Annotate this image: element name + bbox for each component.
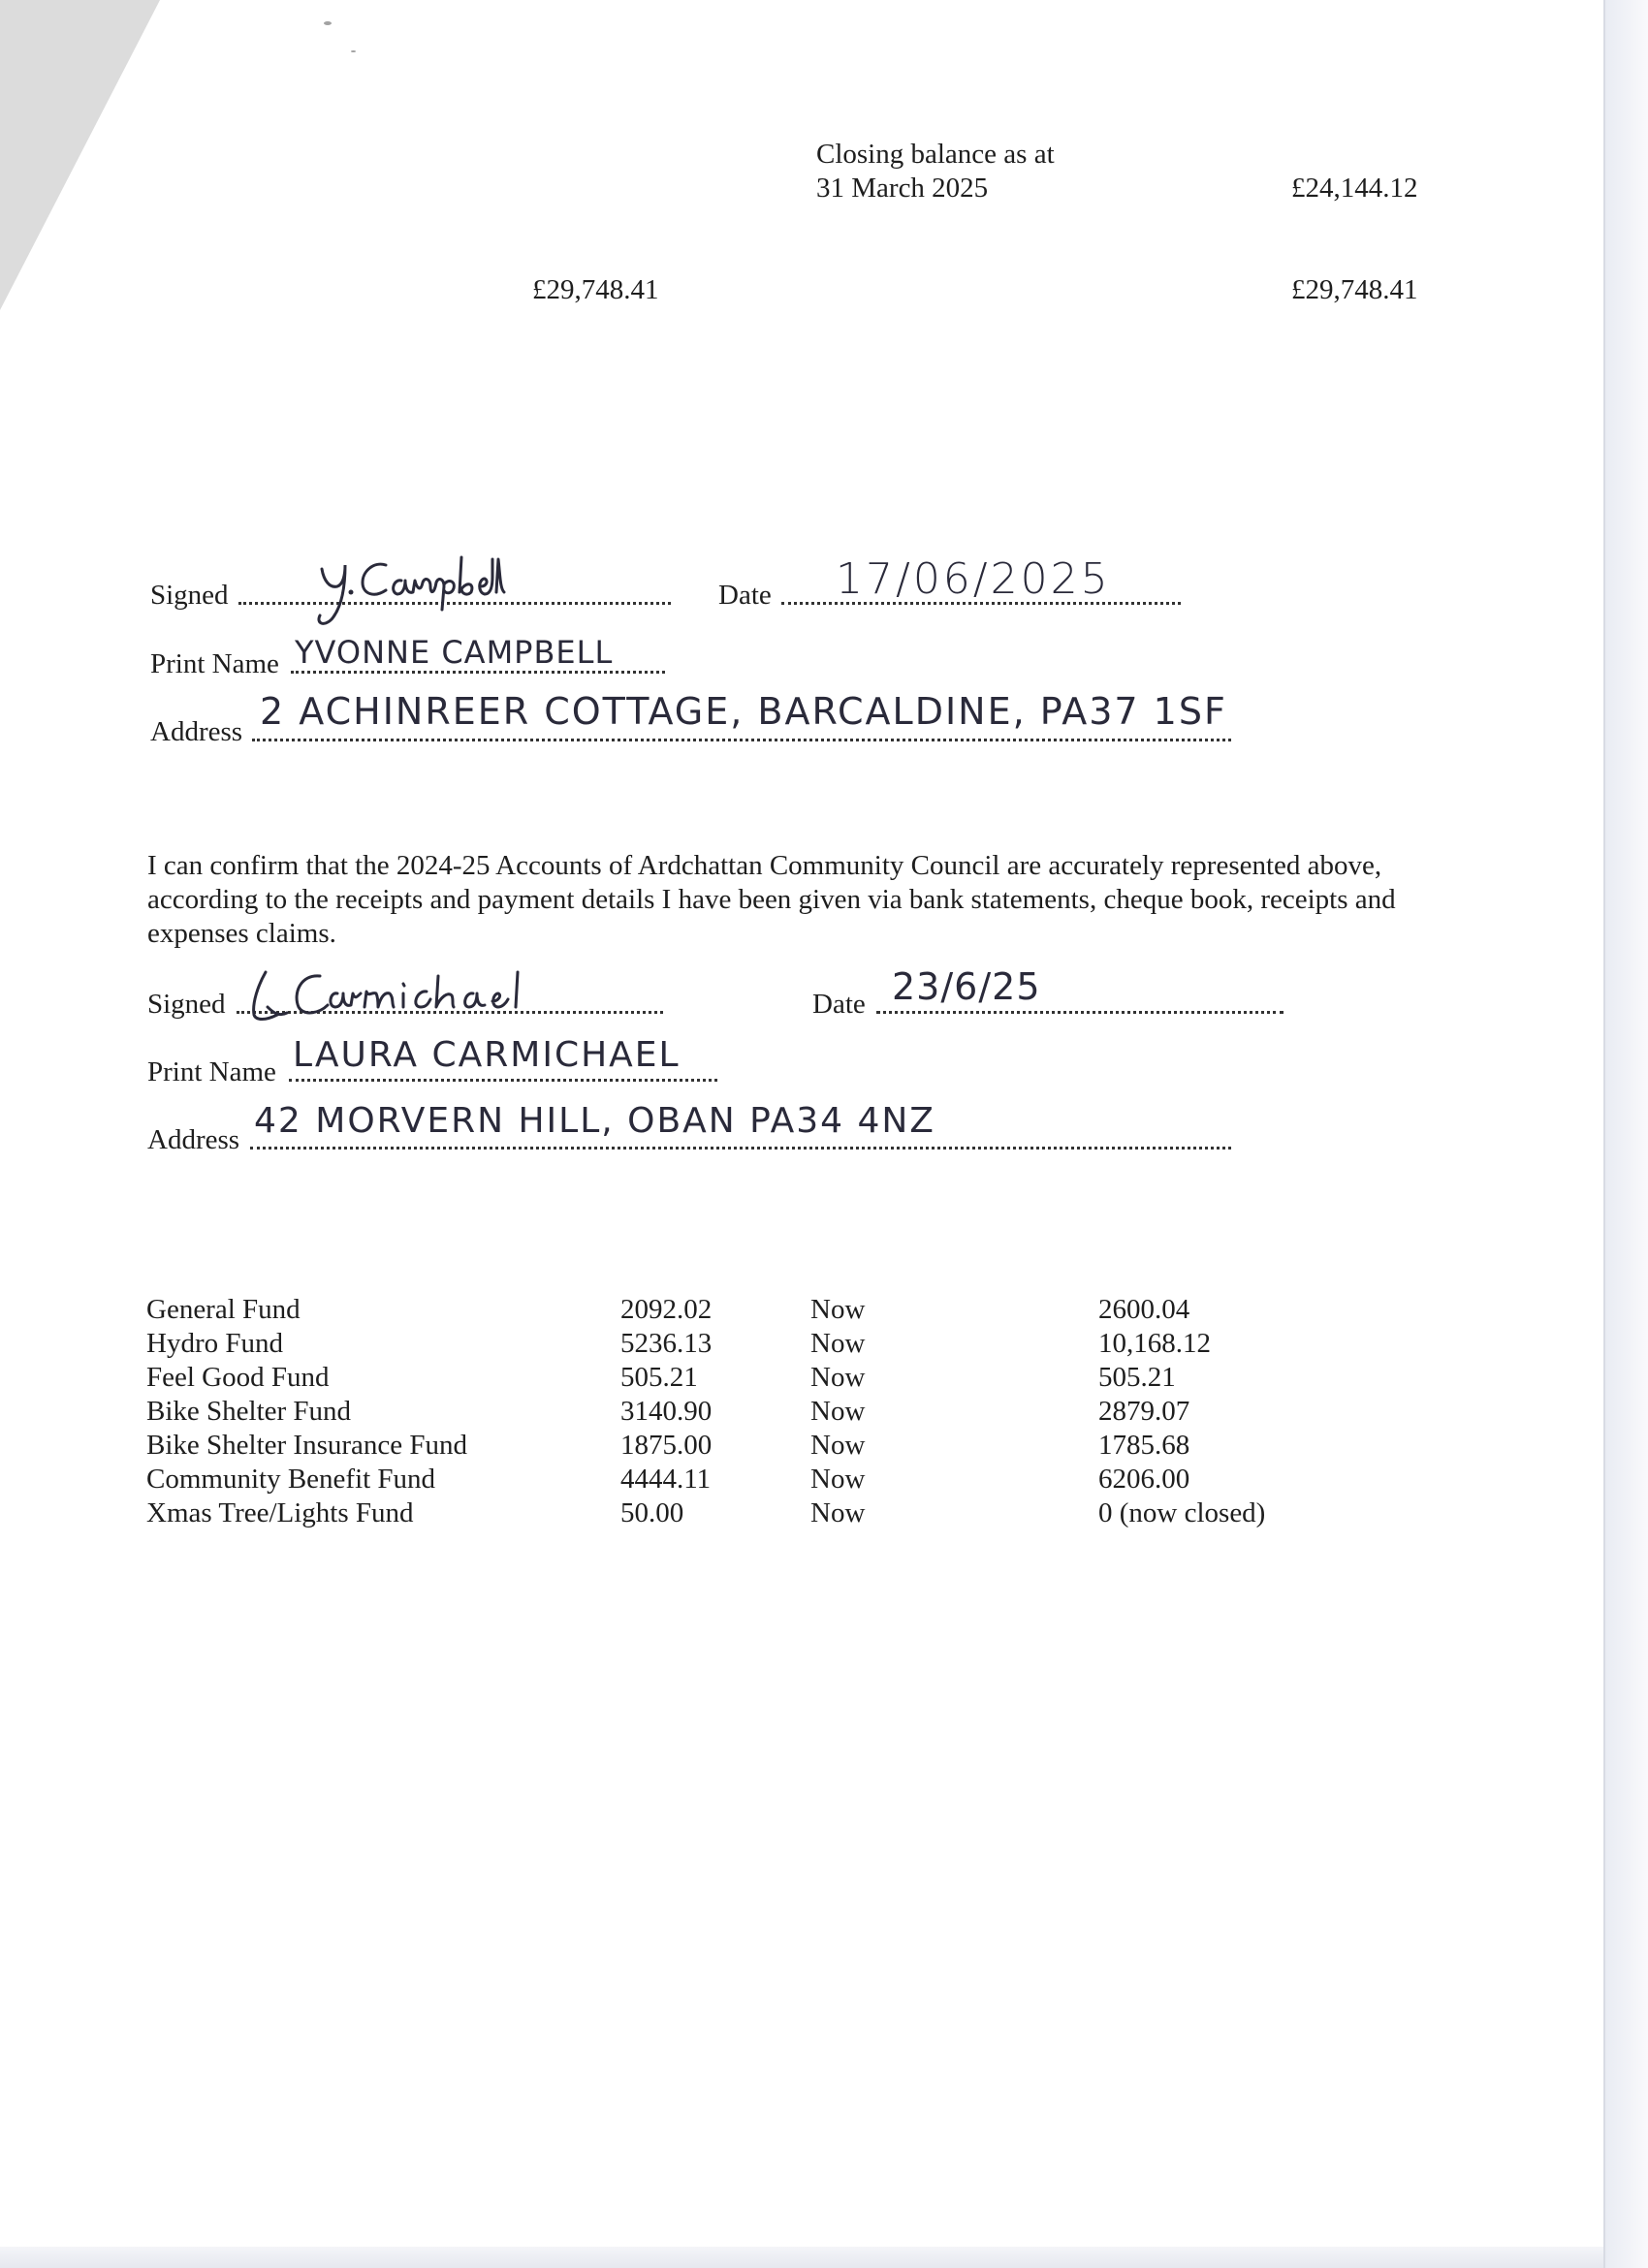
address-line — [252, 739, 1231, 741]
scan-page-bottom — [0, 2247, 1603, 2268]
table-row — [146, 1463, 1389, 1496]
print-name-label: Print Name — [150, 648, 279, 679]
fund-current-balance: 505.21 — [1098, 1362, 1176, 1393]
signature-text: L Carmichael — [244, 964, 250, 965]
address-value: 2 ACHINREER COTTAGE, BARCALDINE, PA37 1SF — [260, 690, 1227, 733]
signed-label: Signed — [147, 989, 226, 1020]
fund-name: Feel Good Fund — [146, 1362, 330, 1393]
fund-name: Community Benefit Fund — [146, 1464, 436, 1495]
signed-label: Signed — [150, 580, 229, 611]
fund-previous-balance: 5236.13 — [620, 1328, 713, 1359]
table-row — [146, 1496, 1389, 1530]
print-name-line — [289, 1079, 717, 1082]
fund-previous-balance: 2092.02 — [620, 1294, 713, 1325]
fund-current-balance: 6206.00 — [1098, 1464, 1190, 1495]
table-row — [146, 1327, 1389, 1361]
date-label: Date — [718, 580, 772, 611]
fund-current-balance: 0 (now closed) — [1098, 1497, 1266, 1528]
print-name-label: Print Name — [147, 1056, 276, 1087]
fund-name: Hydro Fund — [146, 1328, 283, 1359]
scan-speck — [351, 50, 356, 52]
fund-now-label: Now — [810, 1464, 866, 1495]
address-label: Address — [150, 716, 243, 747]
folded-corner — [0, 0, 160, 310]
fund-now-label: Now — [810, 1362, 866, 1393]
fund-previous-balance: 4444.11 — [620, 1464, 712, 1495]
total-left-value: £29,748.41 — [532, 274, 659, 305]
fund-name: General Fund — [146, 1294, 301, 1325]
address-label: Address — [147, 1124, 240, 1155]
date-line — [876, 1011, 1284, 1014]
fund-previous-balance: 505.21 — [620, 1362, 698, 1393]
fund-name: Bike Shelter Insurance Fund — [146, 1430, 468, 1461]
fund-current-balance: 10,168.12 — [1098, 1328, 1211, 1359]
fund-current-balance: 1785.68 — [1098, 1430, 1190, 1461]
fund-name: Xmas Tree/Lights Fund — [146, 1497, 414, 1528]
fund-now-label: Now — [810, 1497, 866, 1528]
address-value: 42 MORVERN HILL, OBAN PA34 4NZ — [254, 1101, 935, 1141]
confirmation-paragraph: I can confirm that the 2024-25 Accounts of Ardchattan Community Council are accurately represented above, according to the receipts and payment details I have been given via bank statements, cheque book, receipts and expenses claims. — [147, 850, 1396, 949]
fund-current-balance: 2879.07 — [1098, 1396, 1190, 1427]
fund-name: Bike Shelter Fund — [146, 1396, 352, 1427]
table-row — [146, 1429, 1389, 1463]
total-right-value: £29,748.41 — [1291, 274, 1418, 305]
address-line — [250, 1147, 1231, 1150]
fund-now-label: Now — [810, 1328, 866, 1359]
print-name-line — [291, 671, 665, 674]
date-value: 17/06/2025 — [836, 554, 1111, 604]
closing-balance-label-line1: Closing balance as at — [816, 139, 1055, 170]
closing-balance-label-line2: 31 March 2025 — [816, 173, 989, 204]
signature-l-carmichael — [244, 964, 545, 1032]
signature-y-campbell — [281, 538, 504, 630]
date-label: Date — [812, 989, 866, 1020]
date-value: 23/6/25 — [892, 965, 1041, 1008]
print-name-value: LAURA CARMICHAEL — [293, 1035, 681, 1075]
fund-previous-balance: 1875.00 — [620, 1430, 713, 1461]
table-row — [146, 1361, 1389, 1395]
print-name-value: YVONNE CAMPBELL — [295, 634, 614, 671]
fund-current-balance: 2600.04 — [1098, 1294, 1190, 1325]
fund-previous-balance: 3140.90 — [620, 1396, 713, 1427]
table-row — [146, 1293, 1389, 1327]
fund-now-label: Now — [810, 1396, 866, 1427]
table-row — [146, 1395, 1389, 1429]
signature-text: Y. Campbell — [281, 538, 286, 539]
fund-balances-table — [146, 1293, 1389, 1530]
fund-now-label: Now — [810, 1430, 866, 1461]
fund-previous-balance: 50.00 — [620, 1497, 684, 1528]
fund-now-label: Now — [810, 1294, 866, 1325]
scan-page-edge — [1603, 0, 1648, 2268]
closing-balance-value: £24,144.12 — [1291, 173, 1418, 204]
scan-speck — [324, 21, 332, 25]
